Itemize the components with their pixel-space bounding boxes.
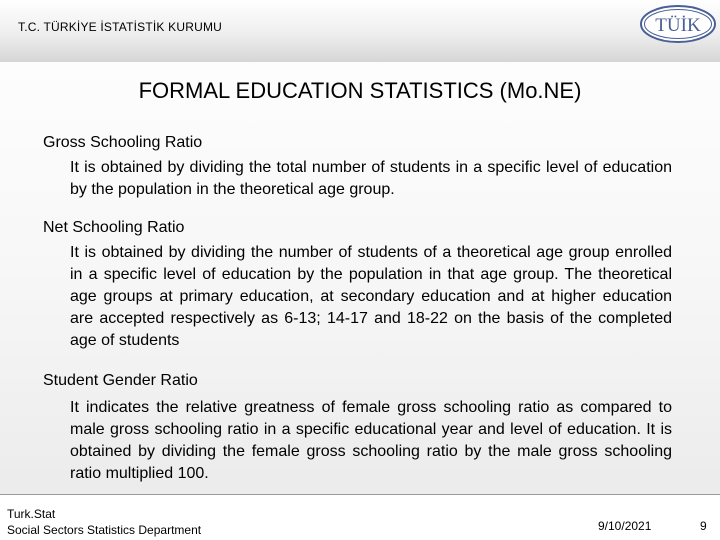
heading-gross-schooling-ratio: Gross Schooling Ratio bbox=[43, 134, 203, 151]
tuik-logo-icon bbox=[639, 4, 717, 44]
footer-divider bbox=[0, 494, 720, 495]
heading-net-schooling-ratio: Net Schooling Ratio bbox=[43, 219, 185, 236]
footer-org-line1: Turk.Stat bbox=[7, 507, 56, 521]
organization-name: T.C. TÜRKİYE İSTATİSTİK KURUMU bbox=[18, 20, 223, 34]
footer-date: 9/10/2021 bbox=[598, 519, 652, 533]
text-gross-schooling-ratio: It is obtained by dividing the total number of students in a specific level of education by the population in the theoretical age group. bbox=[70, 159, 672, 198]
text-student-gender-ratio: It indicates the relative greatness of female gross schooling ratio as compared to male gross schooling ratio in a specific educational year and level of education. It is obtained by dividing the female gross schooling ratio by the male gross schooling ratio multiplied 100. bbox=[70, 399, 672, 482]
page-number: 9 bbox=[700, 519, 707, 533]
footer-org-line2: Social Sectors Statistics Department bbox=[7, 523, 202, 537]
heading-student-gender-ratio: Student Gender Ratio bbox=[43, 372, 198, 389]
footer-organization bbox=[7, 506, 201, 538]
text-net-schooling-ratio: It is obtained by dividing the number of students of a theoretical age group enrolled in a specific level of education by the population in that age group. The theoretical age groups at primary education, at secondary education and at higher education are accepted respectively as 6-13; 14-17 and 18-22 on the basis of the completed age of students bbox=[70, 244, 672, 349]
logo-text: TÜİK bbox=[655, 15, 701, 36]
page-title: FORMAL EDUCATION STATISTICS (Mo.NE) bbox=[138, 78, 582, 103]
